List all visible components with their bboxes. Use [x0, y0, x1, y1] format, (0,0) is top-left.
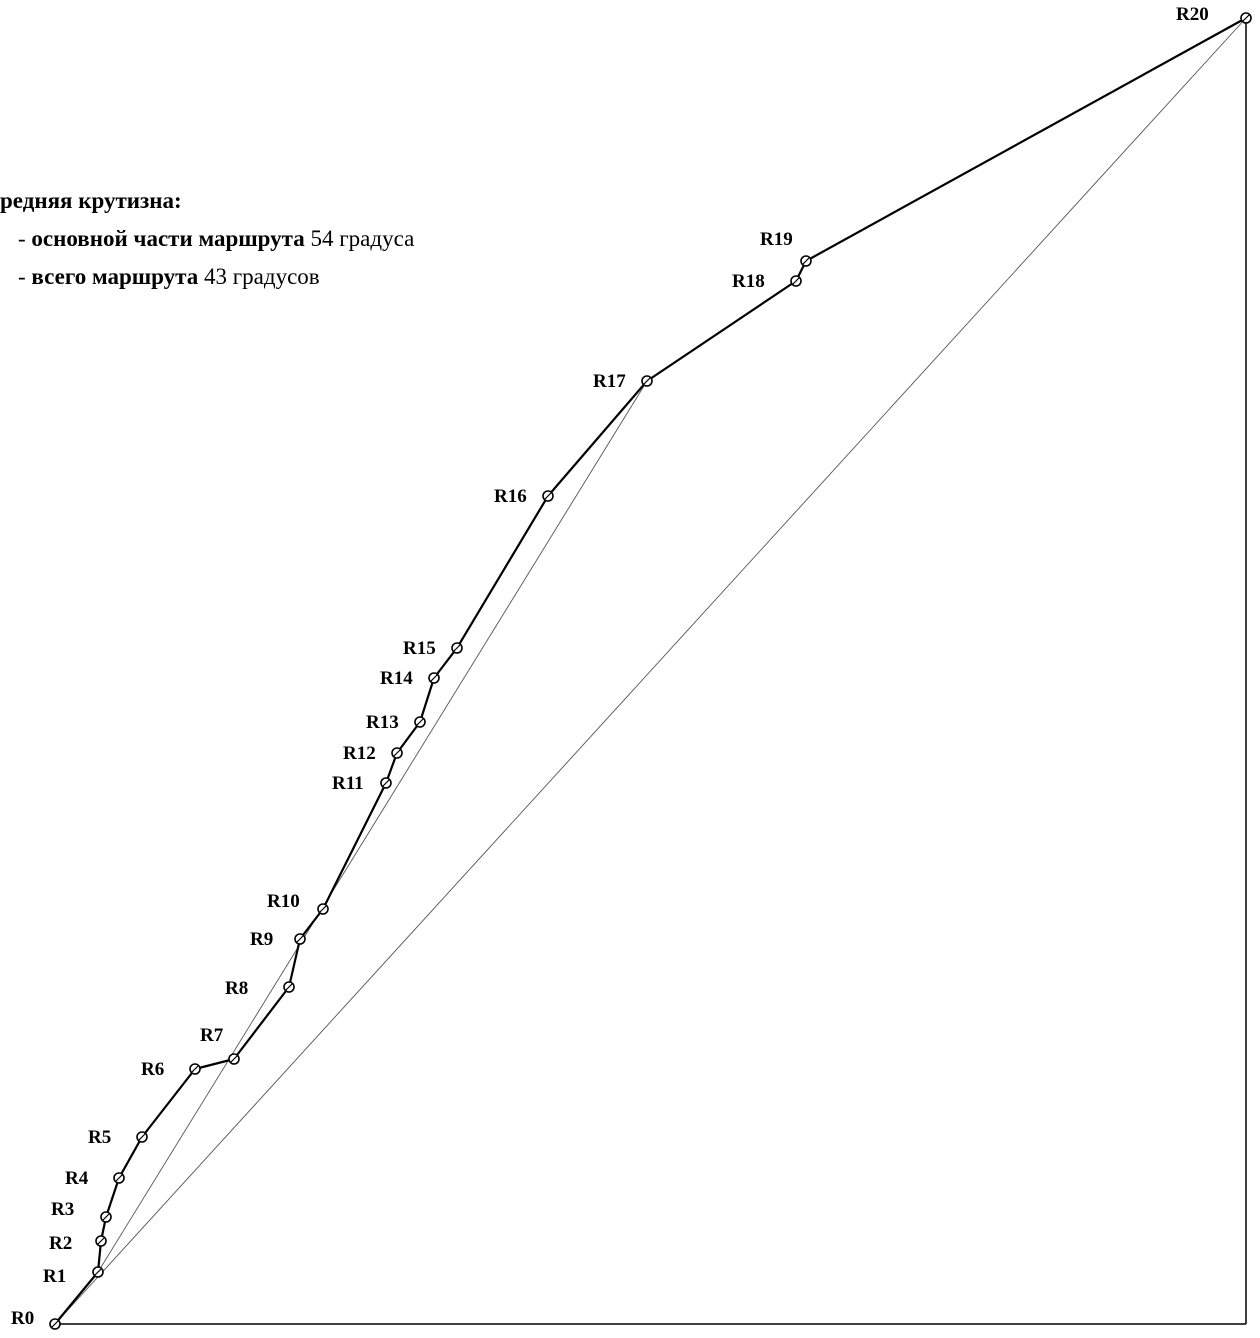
point-marker-r1 [93, 1267, 103, 1277]
point-label-r13: R13 [366, 712, 399, 733]
point-marker-r12 [392, 748, 402, 758]
point-label-r8: R8 [225, 978, 249, 999]
point-marker-r10 [318, 904, 328, 914]
point-label-r4: R4 [65, 1168, 89, 1189]
point-label-r6: R6 [141, 1059, 165, 1080]
point-marker-r11 [381, 778, 391, 788]
point-label-r18: R18 [732, 271, 765, 292]
point-marker-r0 [50, 1319, 60, 1329]
point-label-r20: R20 [1176, 4, 1209, 25]
reference-line-r1-r17 [98, 381, 647, 1272]
point-marker-r5 [137, 1132, 147, 1142]
point-marker-r8 [284, 982, 294, 992]
point-label-r19: R19 [760, 229, 793, 250]
point-label-r7: R7 [200, 1025, 224, 1046]
point-label-r5: R5 [88, 1127, 112, 1148]
point-label-r9: R9 [250, 929, 274, 950]
legend-item-whole-route: - всего маршрута 43 градусов [18, 264, 320, 289]
point-label-r0: R0 [11, 1308, 35, 1329]
slope-legend [0, 182, 560, 296]
point-marker-r3 [101, 1212, 111, 1222]
point-marker-r18 [791, 276, 801, 286]
point-label-r17: R17 [593, 371, 626, 392]
point-marker-r2 [96, 1236, 106, 1246]
point-label-r1: R1 [43, 1266, 67, 1287]
legend-heading: редняя крутизна: [0, 188, 182, 213]
point-label-r3: R3 [51, 1199, 75, 1220]
point-marker-r4 [114, 1173, 124, 1183]
point-label-r11: R11 [332, 773, 364, 794]
point-marker-r9 [295, 934, 305, 944]
point-marker-r19 [801, 256, 811, 266]
point-marker-r15 [452, 643, 462, 653]
point-marker-r7 [229, 1054, 239, 1064]
point-marker-r13 [415, 717, 425, 727]
point-marker-r6 [190, 1064, 200, 1074]
legend-item-main-part: - основной части маршрута 54 градуса [18, 226, 415, 251]
point-marker-r14 [429, 673, 439, 683]
point-marker-r20 [1241, 13, 1251, 23]
point-label-r2: R2 [49, 1233, 73, 1254]
point-marker-r16 [543, 491, 553, 501]
point-label-r15: R15 [403, 638, 436, 659]
point-label-r14: R14 [380, 668, 413, 689]
point-marker-r17 [642, 376, 652, 386]
point-label-r10: R10 [267, 891, 300, 912]
point-label-r16: R16 [494, 486, 527, 507]
point-label-r12: R12 [343, 743, 376, 764]
